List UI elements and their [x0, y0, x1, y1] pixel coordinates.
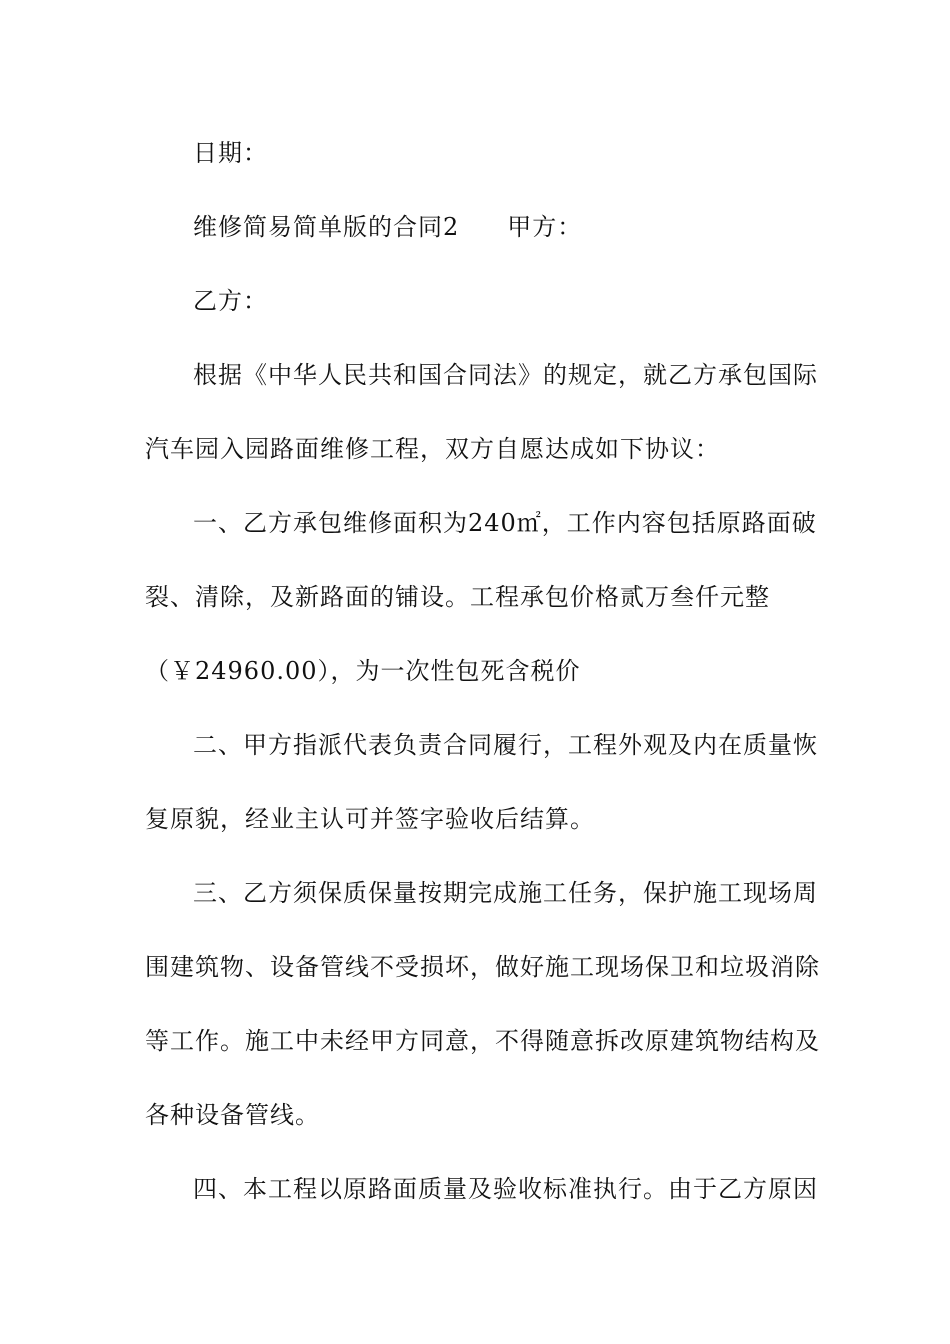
paragraph-line: 汽车园入园路面维修工程，双方自愿达成如下协议： — [145, 435, 720, 463]
paragraph-line: 三、乙方须保质保量按期完成施工任务，保护施工现场周 — [193, 879, 818, 907]
paragraph-line: 裂、清除，及新路面的铺设。工程承包价格贰万叁仟元整 — [145, 583, 770, 611]
paragraph-line: 等工作。施工中未经甲方同意，不得随意拆改原建筑物结构及 — [145, 1027, 820, 1055]
contract-title-line — [193, 211, 815, 243]
paragraph-line: 四、本工程以原路面质量及验收标准执行。由于乙方原因 — [193, 1175, 818, 1203]
contract-title: 维修简易简单版的合同2 — [193, 213, 460, 241]
paragraph-line: （￥24960.00），为一次性包死含税价 — [145, 657, 581, 685]
paragraph-line: 二、甲方指派代表负责合同履行，工程外观及内在质量恢 — [193, 731, 818, 759]
paragraph-line: 各种设备管线。 — [145, 1101, 320, 1129]
paragraph-line: 根据《中华人民共和国合同法》的规定，就乙方承包国际 — [193, 361, 818, 389]
date-label: 日期： — [193, 139, 268, 167]
paragraph-line: 一、乙方承包维修面积为240㎡，工作内容包括原路面破 — [193, 509, 817, 537]
paragraph-line: 围建筑物、设备管线不受损坏，做好施工现场保卫和垃圾消除 — [145, 953, 820, 981]
party-a-label: 甲方： — [507, 213, 583, 241]
party-b-label: 乙方： — [193, 287, 268, 315]
paragraph-line: 复原貌，经业主认可并签字验收后结算。 — [145, 805, 595, 833]
